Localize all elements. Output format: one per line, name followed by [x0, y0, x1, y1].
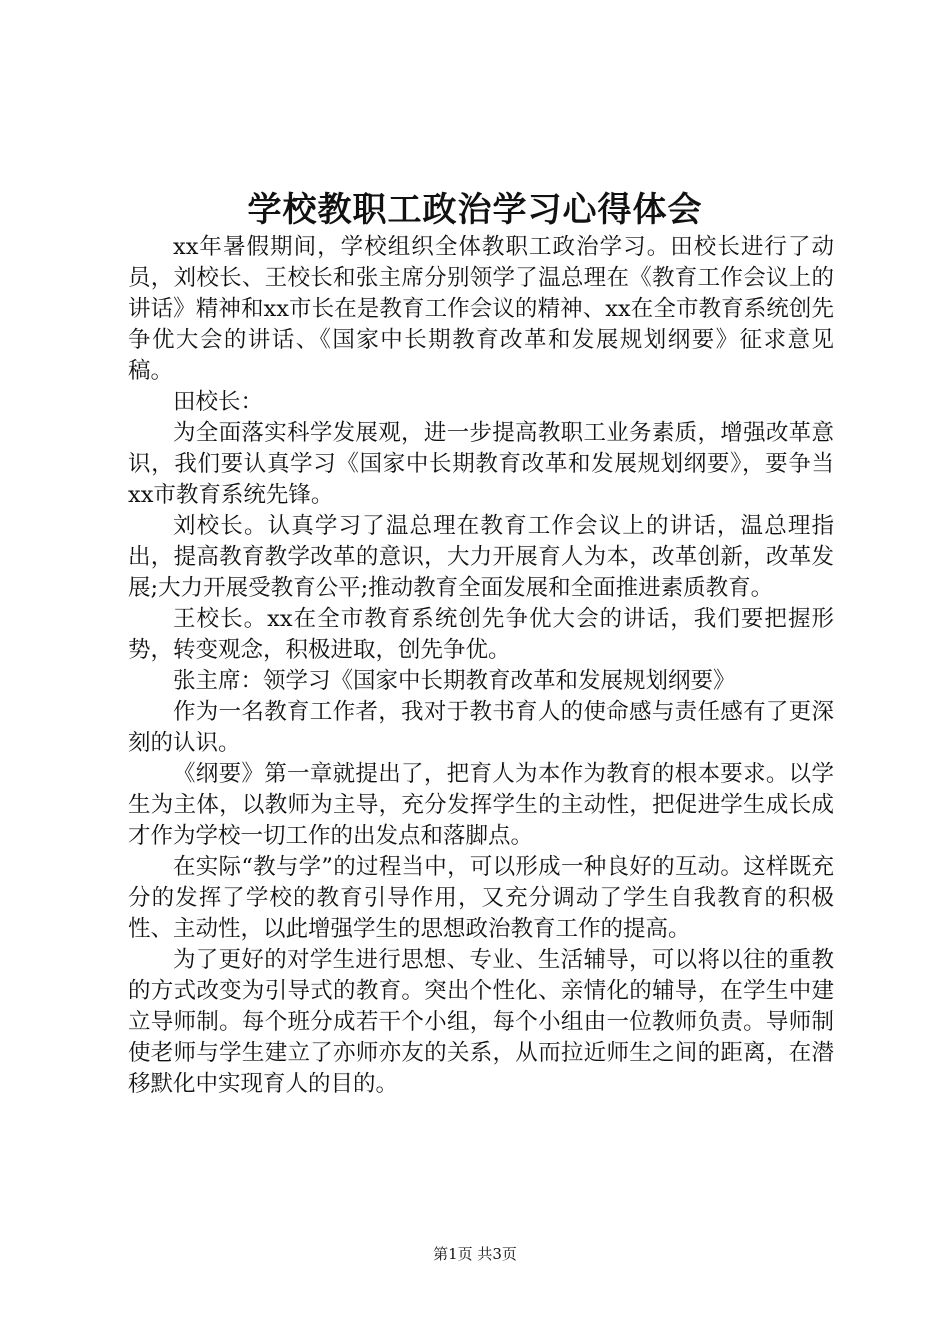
document-body	[128, 232, 834, 1100]
paragraph: xx年暑假期间，学校组织全体教职工政治学习。田校长进行了动员，刘校长、王校长和张主席分别领学了温总理在《教育工作会议上的讲话》精神和xx市长在是教育工作会议的精神、xx在全市教育系统创先争优大会的讲话、《国家中长期教育改革和发展规划纲要》征求意见稿。	[128, 234, 834, 384]
paragraph: 张主席：领学习《国家中长期教育改革和发展规划纲要》	[173, 668, 736, 694]
paragraph: 作为一名教育工作者，我对于教书育人的使命感与责任感有了更深刻的认识。	[128, 699, 834, 756]
paragraph: 田校长：	[173, 389, 264, 415]
paragraph: 为全面落实科学发展观，进一步提高教职工业务素质，增强改革意识，我们要认真学习《国家中长期教育改革和发展规划纲要》，要争当xx市教育系统先锋。	[128, 420, 834, 508]
document-title: 学校教职工政治学习心得体会	[247, 190, 703, 230]
paragraph: 在实际“教与学”的过程当中，可以形成一种良好的互动。这样既充分的发挥了学校的教育引导作用，又充分调动了学生自我教育的积极性、主动性，以此增强学生的思想政治教育工作的提高。	[128, 854, 834, 942]
paragraph: 刘校长。认真学习了温总理在教育工作会议上的讲话，温总理指出，提高教育教学改革的意识，大力开展育人为本，改革创新，改革发展;大力开展受教育公平;推动教育全面发展和全面推进素质教育。	[128, 513, 834, 601]
paragraph: 为了更好的对学生进行思想、专业、生活辅导，可以将以往的重教的方式改变为引导式的教育。突出个性化、亲情化的辅导，在学生中建立导师制。每个班分成若干个小组，每个小组由一位教师负责。导师制使老师与学生建立了亦师亦友的关系，从而拉近师生之间的距离，在潜移默化中实现育人的目的。	[128, 947, 834, 1097]
page-number-footer: 第1页 共3页	[433, 1245, 517, 1263]
paragraph: 《纲要》第一章就提出了，把育人为本作为教育的根本要求。以学生为主体，以教师为主导，充分发挥学生的主动性，把促进学生成长成才作为学校一切工作的出发点和落脚点。	[128, 761, 834, 849]
paragraph: 王校长。xx在全市教育系统创先争优大会的讲话，我们要把握形势，转变观念，积极进取，创先争优。	[128, 606, 834, 663]
